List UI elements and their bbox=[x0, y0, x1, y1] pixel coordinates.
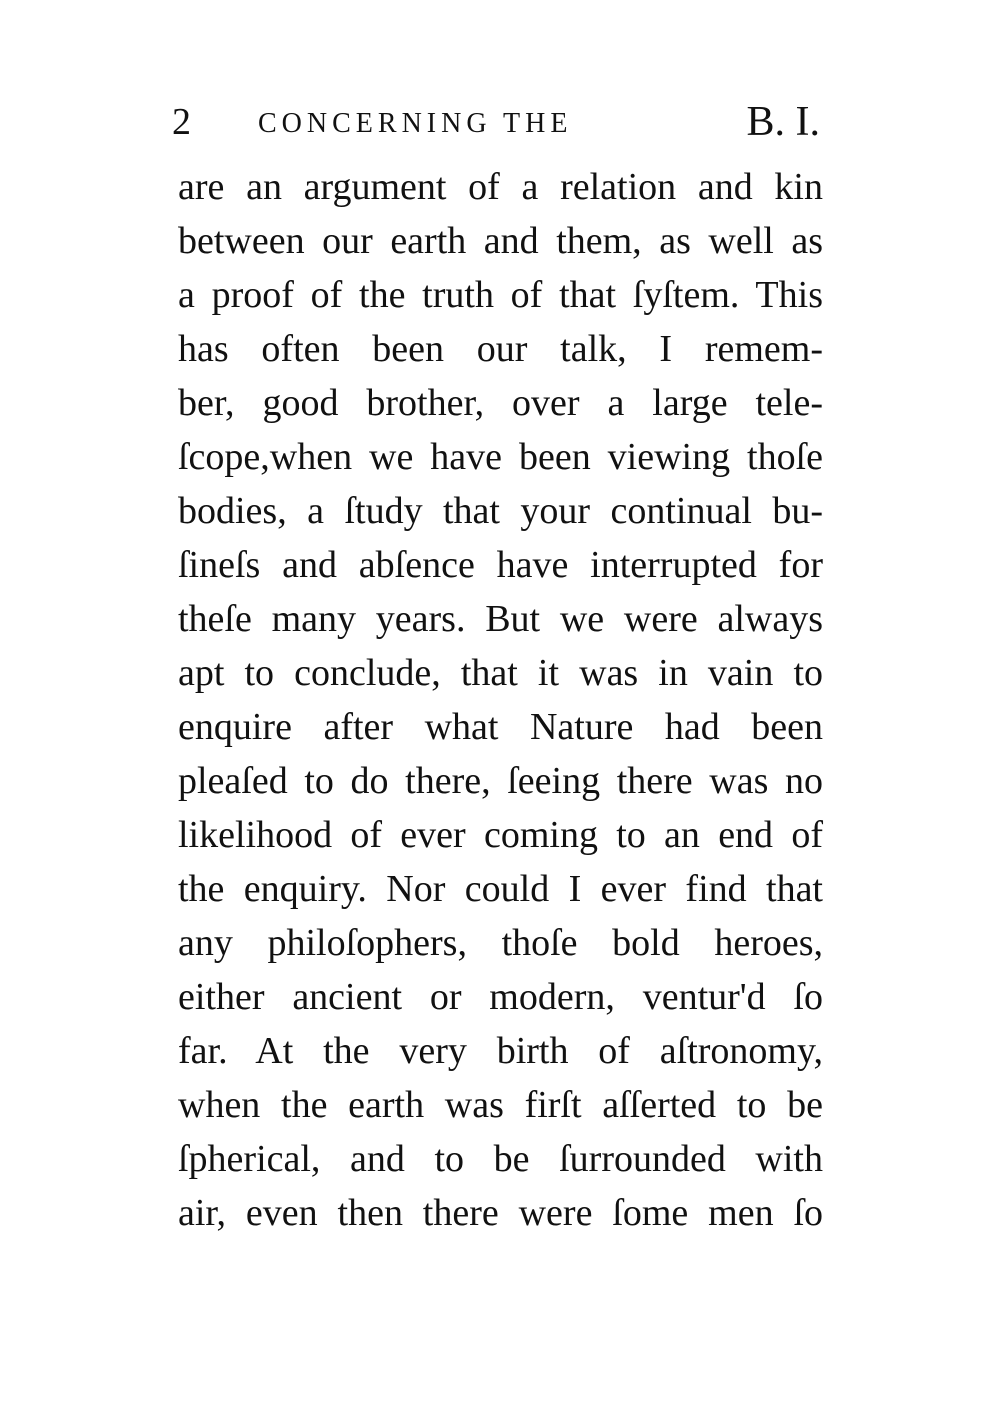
text-line: ſpherical, and to be ſurrounded with bbox=[178, 1138, 823, 1180]
text-line: enquire after what Nature had been bbox=[178, 706, 823, 748]
text-line: when the earth was firſt aſſerted to be bbox=[178, 1084, 823, 1126]
running-head-title: CONCERNING THE bbox=[258, 108, 573, 139]
text-line: air, even then there were ſome men ſo bbox=[178, 1192, 823, 1234]
text-line: far. At the very birth of aſtronomy, bbox=[178, 1030, 823, 1072]
page-number: 2 bbox=[172, 101, 191, 143]
body-text bbox=[178, 160, 823, 1240]
text-line: ſcope,when we have been viewing thoſe bbox=[178, 436, 823, 478]
text-line: pleaſed to do there, ſeeing there was no bbox=[178, 760, 823, 802]
text-line: either ancient or modern, ventur'd ſo bbox=[178, 976, 823, 1018]
text-line: apt to conclude, that it was in vain to bbox=[178, 652, 823, 694]
book-reference: B. I. bbox=[746, 99, 820, 145]
text-line: ſineſs and abſence have interrupted for bbox=[178, 544, 823, 586]
text-line: likelihood of ever coming to an end of bbox=[178, 814, 823, 856]
text-line: has often been our talk, I remem- bbox=[178, 328, 823, 370]
text-line: any philoſophers, thoſe bold heroes, bbox=[178, 922, 823, 964]
text-line: the enquiry. Nor could I ever find that bbox=[178, 868, 823, 910]
text-line: between our earth and them, as well as bbox=[178, 220, 823, 262]
text-line: a proof of the truth of that ſyſtem. This bbox=[178, 274, 823, 316]
running-head bbox=[170, 98, 820, 148]
text-line: are an argument of a relation and kin bbox=[178, 166, 823, 208]
text-line: bodies, a ſtudy that your continual bu- bbox=[178, 490, 823, 532]
text-line: ber, good brother, over a large tele- bbox=[178, 382, 823, 424]
text-line: theſe many years. But we were always bbox=[178, 598, 823, 640]
